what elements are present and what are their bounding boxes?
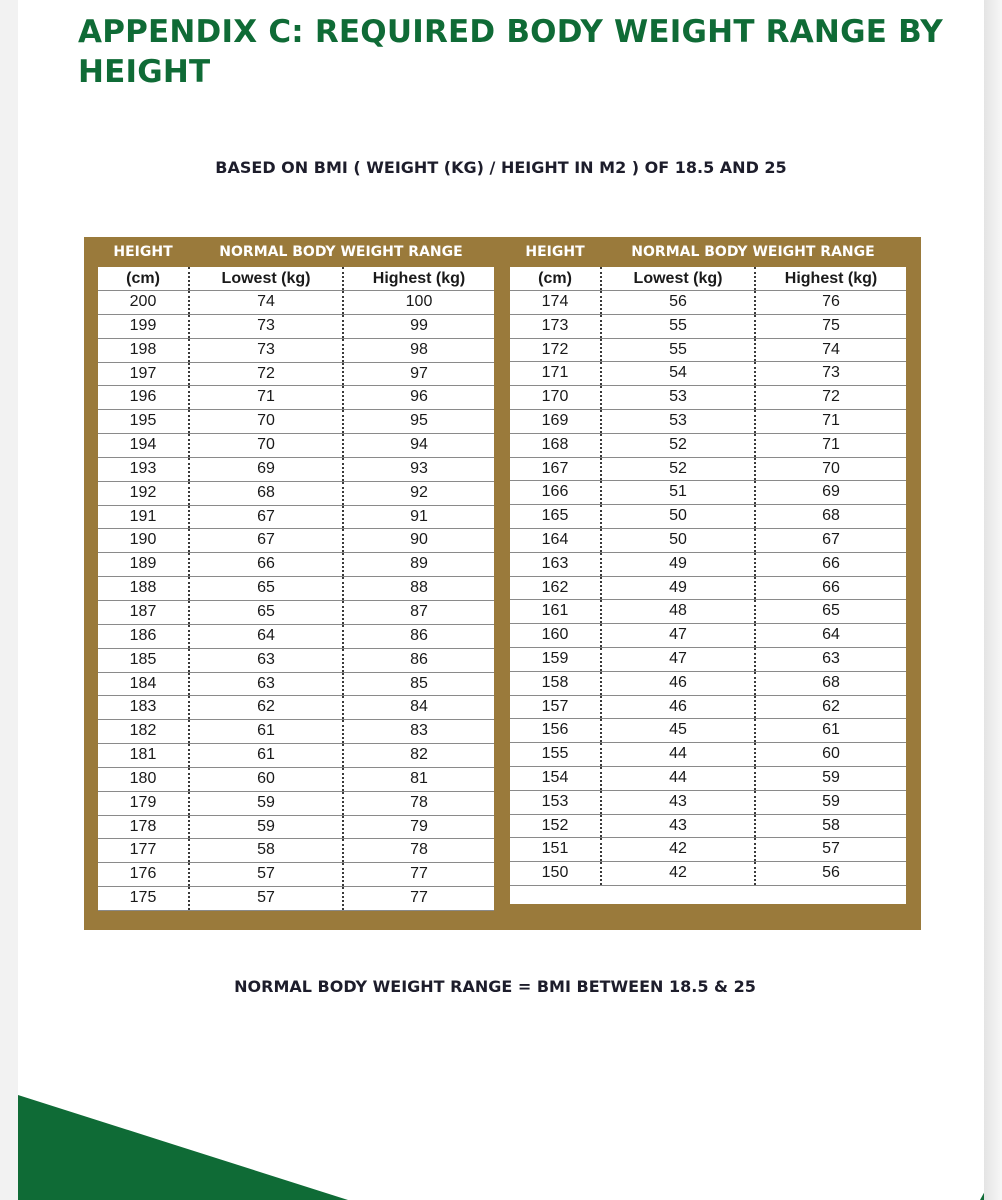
col-highest: Highest (kg) xyxy=(784,270,878,287)
cell-highest: 98 xyxy=(410,340,428,358)
table-row xyxy=(510,362,906,386)
cell-lowest: 57 xyxy=(190,887,344,910)
cell-lowest: 61 xyxy=(190,744,344,767)
blank-row xyxy=(510,886,906,904)
cell-height: 161 xyxy=(510,600,602,623)
cell-lowest: 70 xyxy=(190,434,344,457)
cell-highest: 96 xyxy=(410,388,428,406)
cell-highest: 87 xyxy=(410,602,428,620)
cell-height: 158 xyxy=(510,672,602,695)
page-edge-shadow xyxy=(984,0,1002,1200)
table-row xyxy=(510,672,906,696)
cell-highest: 76 xyxy=(822,293,840,310)
table-row xyxy=(510,458,906,482)
table-row xyxy=(98,696,494,720)
cell-lowest: 74 xyxy=(190,291,344,314)
cell-highest: 85 xyxy=(410,674,428,692)
cell-lowest: 53 xyxy=(602,410,756,433)
table-row xyxy=(98,386,494,410)
cell-height: 193 xyxy=(98,458,190,481)
cell-highest: 69 xyxy=(822,483,840,501)
cell-lowest: 50 xyxy=(602,529,756,552)
cell-highest: 86 xyxy=(410,626,428,644)
cell-lowest: 67 xyxy=(190,529,344,552)
col-height: (cm) xyxy=(510,267,602,290)
cell-height: 183 xyxy=(98,696,190,719)
table-grid xyxy=(510,267,906,904)
cell-highest: 56 xyxy=(822,864,840,882)
table-row xyxy=(98,506,494,530)
cell-lowest: 49 xyxy=(602,577,756,600)
cell-lowest: 55 xyxy=(602,315,756,338)
table-row xyxy=(98,816,494,840)
table-row xyxy=(98,863,494,887)
cell-highest: 73 xyxy=(822,364,840,382)
table-row xyxy=(98,768,494,792)
cell-highest: 93 xyxy=(410,459,428,477)
cell-lowest: 47 xyxy=(602,624,756,647)
table-row xyxy=(98,529,494,553)
table-row xyxy=(510,434,906,458)
cell-highest: 61 xyxy=(822,721,840,739)
cell-lowest: 73 xyxy=(190,315,344,338)
cell-highest: 64 xyxy=(822,626,840,644)
cell-highest: 72 xyxy=(822,388,840,406)
cell-lowest: 46 xyxy=(602,672,756,695)
cell-height: 197 xyxy=(98,363,190,386)
table-row xyxy=(98,577,494,601)
cell-lowest: 47 xyxy=(602,648,756,671)
cell-lowest: 73 xyxy=(190,339,344,362)
cell-highest: 92 xyxy=(410,483,428,501)
table-row xyxy=(98,410,494,434)
cell-highest: 58 xyxy=(822,816,840,834)
col-highest: Highest (kg) xyxy=(372,270,466,287)
table-rows xyxy=(98,291,494,911)
cell-lowest: 65 xyxy=(190,577,344,600)
table-row xyxy=(98,601,494,625)
cell-height: 168 xyxy=(510,434,602,457)
table-row xyxy=(98,339,494,363)
cell-lowest: 71 xyxy=(190,386,344,409)
cell-height: 156 xyxy=(510,719,602,742)
table-row xyxy=(98,625,494,649)
cell-height: 182 xyxy=(98,720,190,743)
cell-lowest: 42 xyxy=(602,862,756,885)
col-height: (cm) xyxy=(98,267,190,290)
cell-highest: 99 xyxy=(410,316,428,334)
cell-height: 191 xyxy=(98,506,190,529)
cell-height: 188 xyxy=(98,577,190,600)
column-header-row xyxy=(510,267,906,291)
cell-height: 176 xyxy=(98,863,190,886)
column-header-row xyxy=(98,267,494,291)
table-row xyxy=(98,744,494,768)
cell-highest: 66 xyxy=(822,554,840,572)
table-rows xyxy=(510,291,906,886)
cell-lowest: 58 xyxy=(190,839,344,862)
table-row xyxy=(510,339,906,363)
cell-height: 169 xyxy=(510,410,602,433)
cell-highest: 68 xyxy=(822,507,840,525)
table-row xyxy=(510,529,906,553)
cell-highest: 62 xyxy=(822,697,840,715)
cell-highest: 65 xyxy=(822,602,840,620)
cell-lowest: 45 xyxy=(602,719,756,742)
cell-height: 150 xyxy=(510,862,602,885)
cell-highest: 91 xyxy=(410,507,428,525)
table-row xyxy=(510,815,906,839)
cell-height: 153 xyxy=(510,791,602,814)
cell-lowest: 63 xyxy=(190,673,344,696)
cell-height: 155 xyxy=(510,743,602,766)
cell-height: 179 xyxy=(98,792,190,815)
cell-highest: 84 xyxy=(410,698,428,716)
cell-lowest: 59 xyxy=(190,792,344,815)
cell-lowest: 51 xyxy=(602,481,756,504)
cell-height: 198 xyxy=(98,339,190,362)
cell-lowest: 64 xyxy=(190,625,344,648)
cell-height: 195 xyxy=(98,410,190,433)
cell-height: 178 xyxy=(98,816,190,839)
cell-lowest: 43 xyxy=(602,815,756,838)
cell-lowest: 44 xyxy=(602,767,756,790)
table-grid xyxy=(98,267,494,911)
cell-lowest: 61 xyxy=(190,720,344,743)
cell-height: 190 xyxy=(98,529,190,552)
table-row xyxy=(510,648,906,672)
cell-highest: 77 xyxy=(410,865,428,883)
cell-highest: 77 xyxy=(410,889,428,907)
col-lowest: Lowest (kg) xyxy=(190,267,344,290)
cell-lowest: 72 xyxy=(190,363,344,386)
cell-height: 192 xyxy=(98,482,190,505)
cell-lowest: 67 xyxy=(190,506,344,529)
cell-height: 184 xyxy=(98,673,190,696)
table-row xyxy=(510,410,906,434)
table-row xyxy=(98,649,494,673)
table-header xyxy=(98,237,494,267)
cell-lowest: 55 xyxy=(602,339,756,362)
footer-note: NORMAL BODY WEIGHT RANGE = BMI BETWEEN 18.5 & 25 xyxy=(234,977,756,996)
table-row xyxy=(98,458,494,482)
cell-height: 186 xyxy=(98,625,190,648)
cell-lowest: 43 xyxy=(602,791,756,814)
cell-highest: 97 xyxy=(410,364,428,382)
cell-highest: 59 xyxy=(822,792,840,810)
cell-height: 159 xyxy=(510,648,602,671)
cell-highest: 89 xyxy=(410,555,428,573)
cell-height: 180 xyxy=(98,768,190,791)
table-row xyxy=(510,505,906,529)
cell-lowest: 44 xyxy=(602,743,756,766)
table-row xyxy=(98,315,494,339)
col-lowest: Lowest (kg) xyxy=(602,267,756,290)
cell-height: 185 xyxy=(98,649,190,672)
cell-height: 181 xyxy=(98,744,190,767)
cell-highest: 88 xyxy=(410,579,428,597)
cell-highest: 60 xyxy=(822,745,840,763)
cell-highest: 78 xyxy=(410,793,428,811)
cell-lowest: 52 xyxy=(602,458,756,481)
cell-highest: 75 xyxy=(822,316,840,334)
bmi-formula-subtitle: BASED ON BMI ( WEIGHT (KG) / HEIGHT IN M2 ) OF 18.5 AND 25 xyxy=(215,158,787,177)
header-height: HEIGHT xyxy=(525,244,585,260)
cell-highest: 90 xyxy=(410,531,428,549)
cell-highest: 74 xyxy=(822,340,840,358)
cell-height: 163 xyxy=(510,553,602,576)
cell-highest: 68 xyxy=(822,673,840,691)
cell-height: 187 xyxy=(98,601,190,624)
cell-lowest: 54 xyxy=(602,362,756,385)
table-row xyxy=(510,791,906,815)
table-row xyxy=(98,673,494,697)
cell-lowest: 48 xyxy=(602,600,756,623)
table-row xyxy=(510,838,906,862)
table-row xyxy=(510,624,906,648)
cell-highest: 79 xyxy=(410,817,428,835)
cell-height: 194 xyxy=(98,434,190,457)
cell-highest: 83 xyxy=(410,722,428,740)
table-row xyxy=(510,315,906,339)
green-corner-triangle xyxy=(18,1095,348,1200)
cell-height: 199 xyxy=(98,315,190,338)
cell-highest: 71 xyxy=(822,435,840,453)
cell-highest: 86 xyxy=(410,650,428,668)
table-row xyxy=(98,887,494,911)
table-row xyxy=(98,839,494,863)
cell-lowest: 68 xyxy=(190,482,344,505)
cell-lowest: 66 xyxy=(190,553,344,576)
cell-height: 152 xyxy=(510,815,602,838)
weight-table-frame xyxy=(84,237,921,930)
cell-lowest: 70 xyxy=(190,410,344,433)
cell-lowest: 59 xyxy=(190,816,344,839)
table-row xyxy=(98,482,494,506)
cell-height: 171 xyxy=(510,362,602,385)
cell-height: 166 xyxy=(510,481,602,504)
cell-height: 160 xyxy=(510,624,602,647)
table-header xyxy=(510,237,906,267)
cell-highest: 95 xyxy=(410,412,428,430)
cell-height: 174 xyxy=(510,291,602,314)
cell-lowest: 65 xyxy=(190,601,344,624)
table-row xyxy=(510,767,906,791)
cell-highest: 67 xyxy=(822,530,840,548)
page-title: APPENDIX C: REQUIRED BODY WEIGHT RANGE BY HEIGHT xyxy=(78,14,943,90)
cell-lowest: 42 xyxy=(602,838,756,861)
table-panel-right xyxy=(510,237,906,904)
table-row xyxy=(510,577,906,601)
cell-height: 196 xyxy=(98,386,190,409)
cell-height: 175 xyxy=(98,887,190,910)
cell-height: 200 xyxy=(98,291,190,314)
cell-highest: 100 xyxy=(405,293,433,310)
table-row xyxy=(510,696,906,720)
document-page xyxy=(18,0,984,1200)
table-row xyxy=(98,720,494,744)
table-row xyxy=(510,481,906,505)
table-row xyxy=(98,291,494,315)
cell-highest: 63 xyxy=(822,649,840,667)
cell-highest: 78 xyxy=(410,841,428,859)
cell-height: 173 xyxy=(510,315,602,338)
cell-height: 167 xyxy=(510,458,602,481)
table-row xyxy=(98,363,494,387)
cell-lowest: 56 xyxy=(602,291,756,314)
cell-height: 162 xyxy=(510,577,602,600)
cell-lowest: 53 xyxy=(602,386,756,409)
table-panel-left xyxy=(98,237,494,911)
cell-highest: 71 xyxy=(822,411,840,429)
table-row xyxy=(510,743,906,767)
cell-height: 189 xyxy=(98,553,190,576)
table-row xyxy=(98,792,494,816)
cell-lowest: 52 xyxy=(602,434,756,457)
table-row xyxy=(98,553,494,577)
cell-lowest: 46 xyxy=(602,696,756,719)
cell-lowest: 60 xyxy=(190,768,344,791)
cell-highest: 57 xyxy=(822,840,840,858)
table-row xyxy=(510,862,906,886)
header-range: NORMAL BODY WEIGHT RANGE xyxy=(631,244,875,260)
cell-highest: 82 xyxy=(410,746,428,764)
table-row xyxy=(510,553,906,577)
cell-lowest: 50 xyxy=(602,505,756,528)
cell-lowest: 62 xyxy=(190,696,344,719)
cell-height: 165 xyxy=(510,505,602,528)
header-range: NORMAL BODY WEIGHT RANGE xyxy=(219,244,463,260)
table-row xyxy=(510,719,906,743)
cell-lowest: 49 xyxy=(602,553,756,576)
cell-height: 151 xyxy=(510,838,602,861)
cell-height: 172 xyxy=(510,339,602,362)
table-row xyxy=(510,600,906,624)
cell-height: 164 xyxy=(510,529,602,552)
cell-lowest: 69 xyxy=(190,458,344,481)
green-corner-accent xyxy=(980,1160,984,1200)
table-row xyxy=(510,386,906,410)
header-height: HEIGHT xyxy=(113,244,173,260)
table-row xyxy=(510,291,906,315)
cell-highest: 94 xyxy=(410,436,428,454)
cell-height: 157 xyxy=(510,696,602,719)
cell-highest: 81 xyxy=(410,769,428,787)
cell-height: 177 xyxy=(98,839,190,862)
cell-highest: 59 xyxy=(822,768,840,786)
cell-lowest: 57 xyxy=(190,863,344,886)
cell-highest: 70 xyxy=(822,459,840,477)
cell-lowest: 63 xyxy=(190,649,344,672)
table-row xyxy=(98,434,494,458)
cell-highest: 66 xyxy=(822,578,840,596)
cell-height: 170 xyxy=(510,386,602,409)
cell-height: 154 xyxy=(510,767,602,790)
